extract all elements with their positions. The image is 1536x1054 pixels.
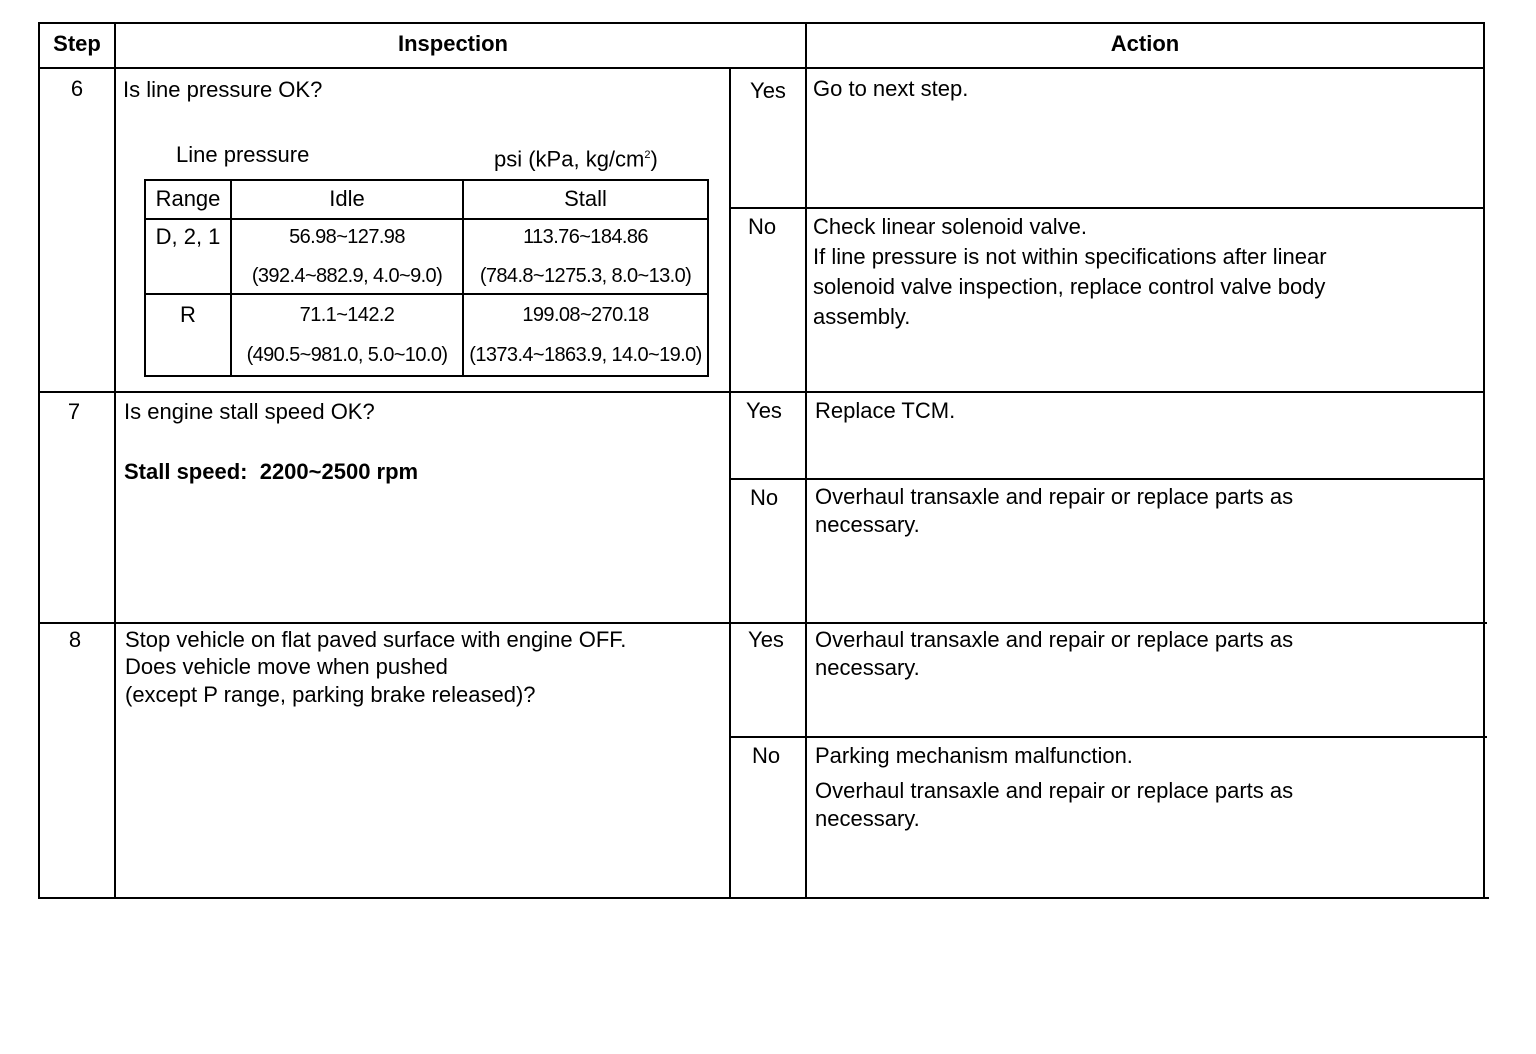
inspection-question: Is engine stall speed OK?: [124, 399, 375, 424]
no-action-line: Overhaul transaxle and repair or replace parts as: [815, 778, 1294, 803]
row-6-yes-no-divider: [729, 207, 1485, 209]
yes-action-line: necessary.: [815, 655, 920, 680]
spec-range-d21: D, 2, 1: [155, 224, 221, 249]
row-7-bottom-border: [38, 622, 1487, 624]
spec-title: Line pressure: [176, 142, 310, 167]
no-action-line: solenoid valve inspection, replace control valve body: [813, 274, 1326, 299]
spec-idle-r-metric: (490.5~981.0, 5.0~10.0): [246, 344, 448, 366]
spec-idle-d21: 56.98~127.98: [289, 226, 405, 248]
no-label: No: [749, 485, 779, 510]
yes-action: Go to next step.: [813, 76, 969, 101]
spec-header-divider: [144, 218, 709, 220]
no-label: No: [751, 743, 781, 768]
spec-unit: psi (kPa, $kg/cm^2$): [494, 146, 658, 172]
row-7-yes-no-divider: [729, 478, 1485, 480]
table-left-border: [38, 22, 40, 899]
spec-col-stall: Stall: [564, 186, 607, 211]
no-action-line: Parking mechanism malfunction.: [815, 743, 1133, 768]
step-number: 8: [68, 627, 82, 652]
header-action: Action: [1110, 31, 1180, 56]
spec-col-range: Range: [155, 186, 221, 211]
spec-stall-r: 199.08~270.18: [522, 304, 649, 326]
inspection-question: Is line pressure OK?: [123, 77, 323, 102]
yes-action-line: Overhaul transaxle and repair or replace parts as: [815, 627, 1294, 652]
step-number: 7: [67, 399, 81, 424]
no-action-line: Overhaul transaxle and repair or replace parts as: [815, 484, 1294, 509]
stall-speed-spec: Stall speed: 2200~2500 rpm: [124, 459, 419, 484]
no-action-line: assembly.: [813, 304, 911, 329]
row-8-yes-no-divider: [729, 736, 1487, 738]
table-bottom-border: [38, 897, 1489, 899]
spec-col-idle: Idle: [329, 186, 365, 211]
step-column-divider: [114, 22, 116, 899]
header-step: Step: [53, 31, 101, 56]
inspection-line: (except P range, parking brake released)?: [125, 682, 536, 707]
spec-stall-r-metric: (1373.4~1863.9, 14.0~19.0): [469, 344, 702, 366]
step-number: 6: [70, 76, 84, 101]
no-action-line: If line pressure is not within specifications after linear: [813, 244, 1327, 269]
table-top-border: [38, 22, 1485, 24]
no-action-line: necessary.: [815, 512, 920, 537]
inspection-line: Does vehicle move when pushed: [125, 654, 448, 679]
spec-stall-d21: 113.76~184.86: [523, 226, 648, 248]
spec-row-divider: [144, 293, 709, 295]
row-6-bottom-border: [38, 391, 1485, 393]
header-inspection: Inspection: [397, 31, 508, 56]
yes-label: Yes: [746, 398, 782, 423]
spec-stall-d21-metric: (784.8~1275.3, 8.0~13.0): [479, 265, 692, 287]
spec-range-r: R: [180, 302, 196, 327]
table-right-border: [1483, 22, 1485, 899]
action-column-divider: [805, 22, 807, 899]
no-label: No: [747, 214, 777, 239]
inspection-line: Stop vehicle on flat paved surface with engine OFF.: [125, 627, 627, 652]
no-action-line: Check linear solenoid valve.: [813, 214, 1087, 239]
no-action-line: necessary.: [815, 806, 920, 831]
spec-idle-d21-metric: (392.4~882.9, 4.0~9.0): [251, 265, 443, 287]
yes-action: Replace TCM.: [815, 398, 956, 423]
spec-idle-r: 71.1~142.2: [299, 304, 395, 326]
yes-label: Yes: [750, 78, 786, 103]
header-bottom-border: [38, 67, 1485, 69]
yes-label: Yes: [748, 627, 784, 652]
